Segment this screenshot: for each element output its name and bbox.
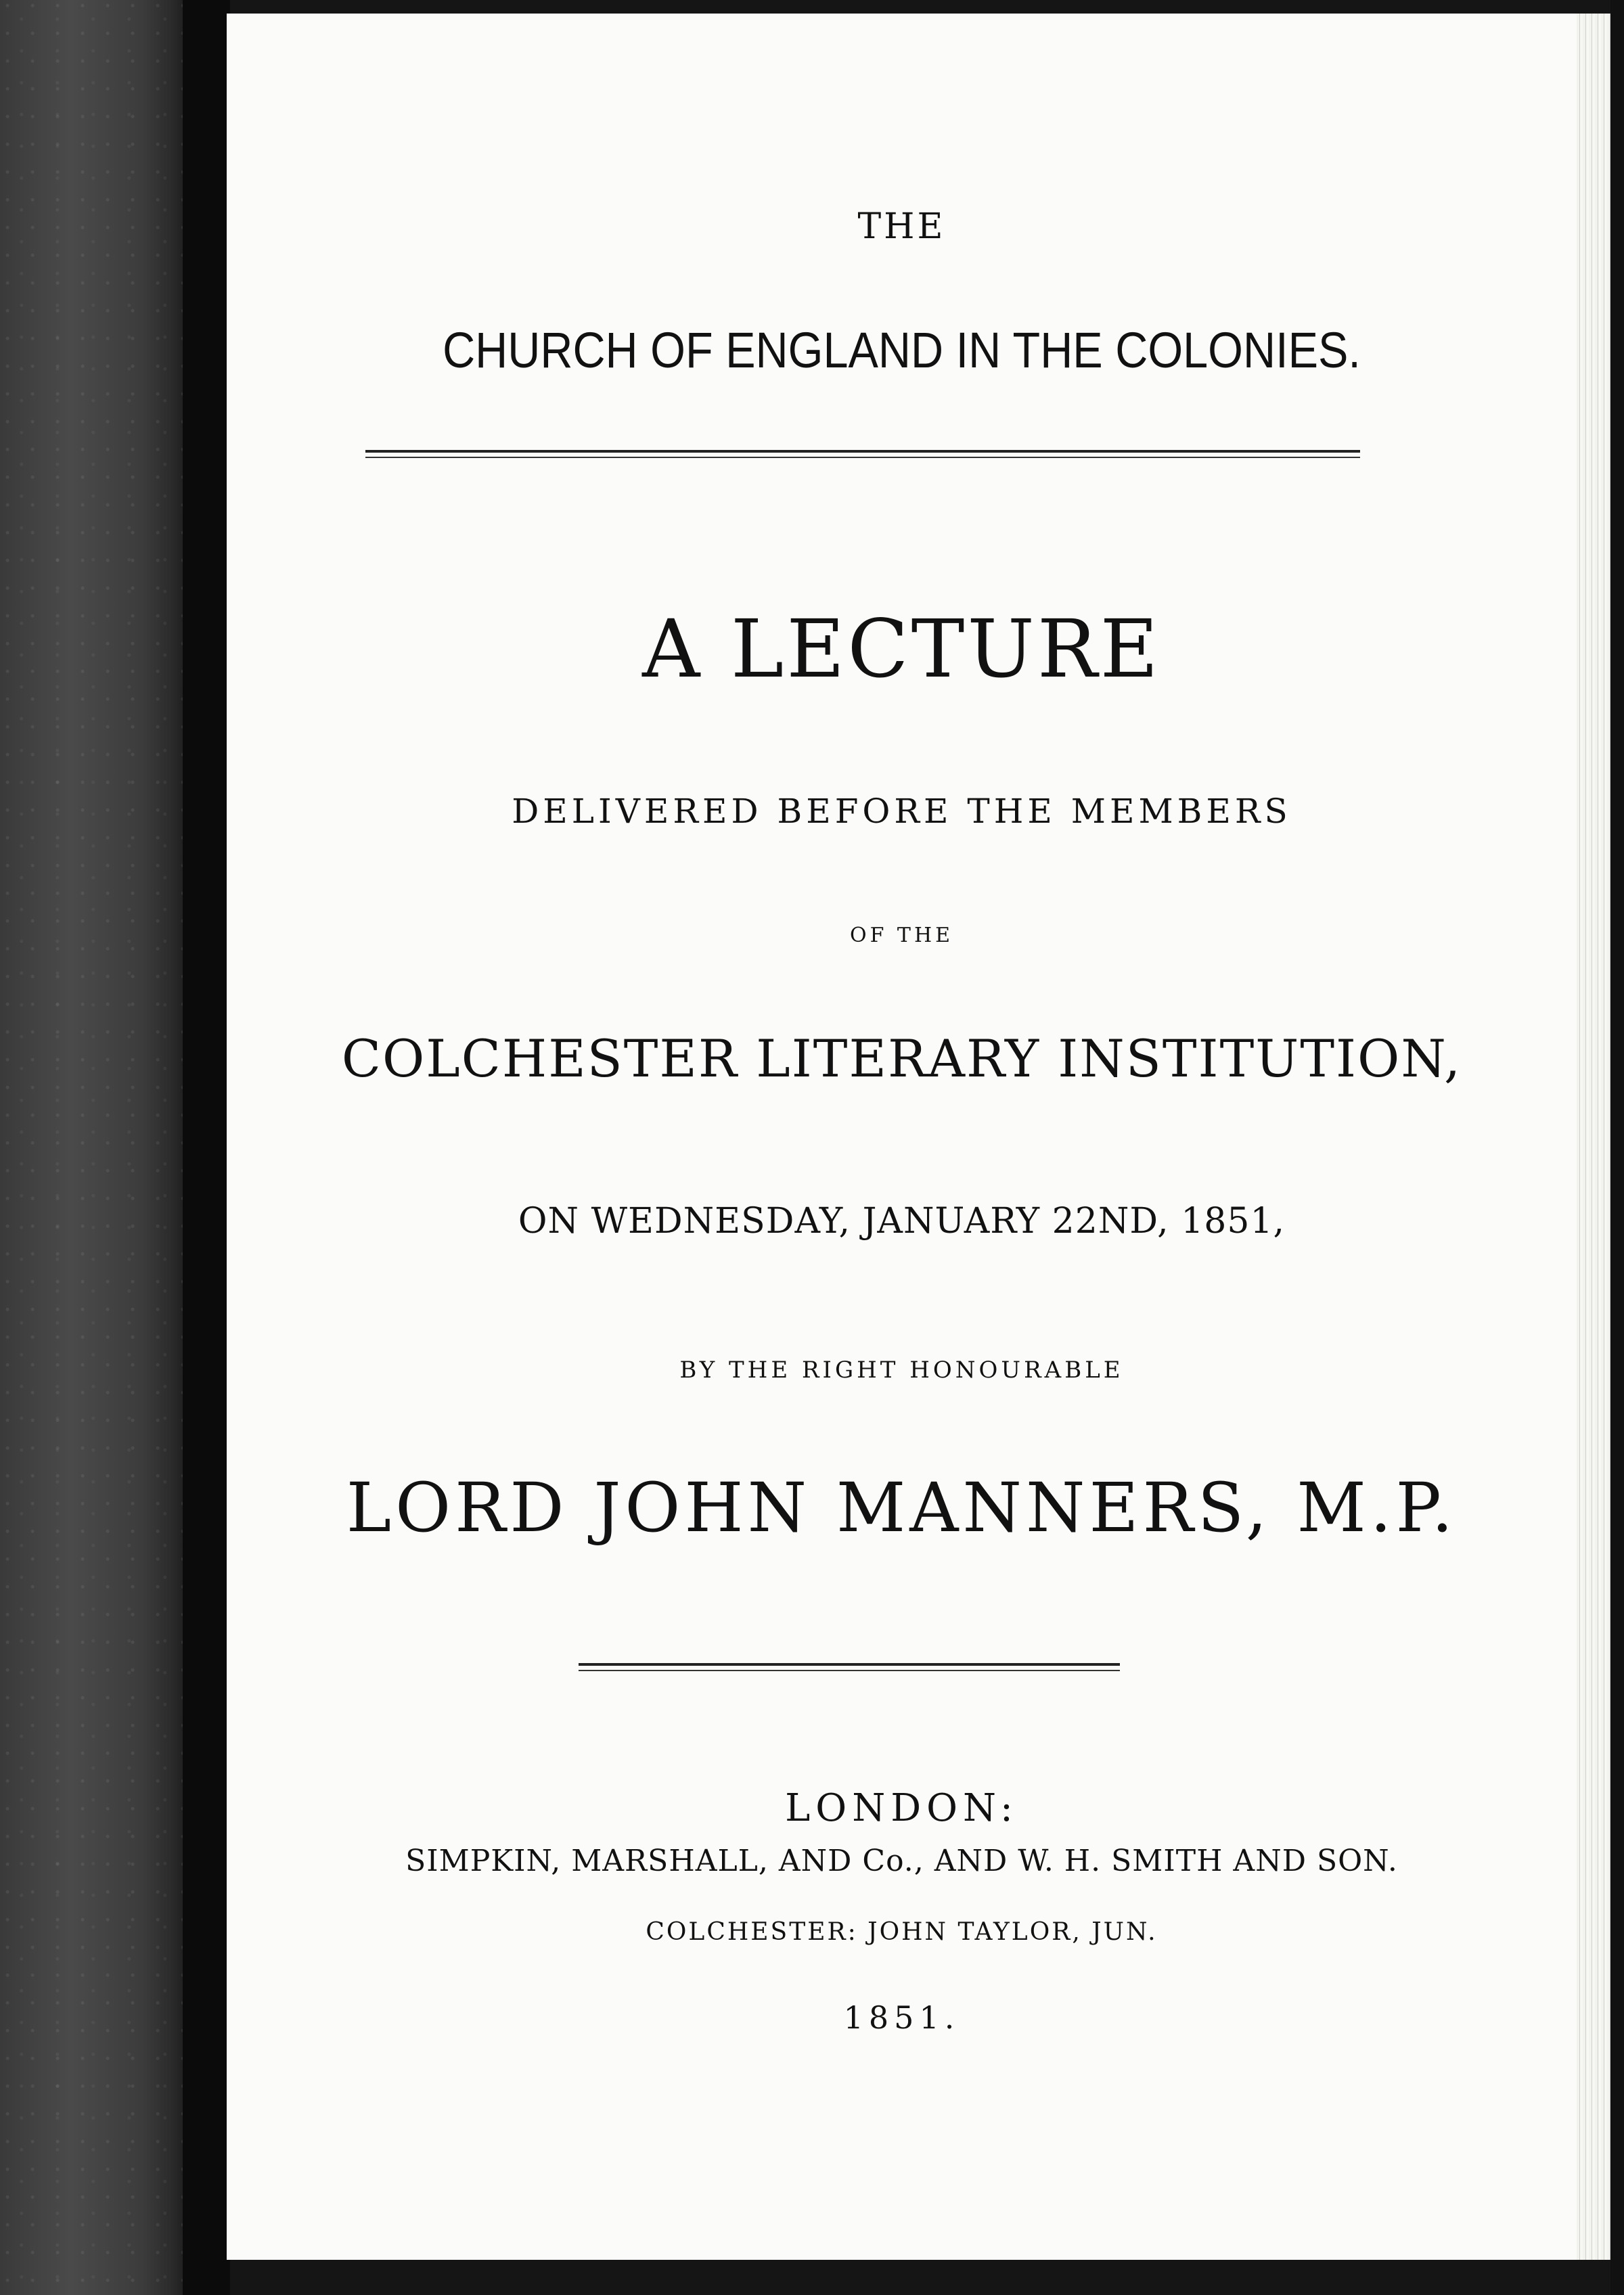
book-spine: [0, 0, 203, 2295]
institution-name: COLCHESTER LITERARY INSTITUTION,: [341, 1028, 1462, 1089]
of-the-line: OF THE: [849, 924, 954, 947]
publishers-line: SIMPKIN, MARSHALL, AND Co., AND W. H. SMITH AND SON.: [405, 1844, 1398, 1878]
page-edges: [1577, 14, 1610, 2260]
title-page: [227, 14, 1577, 2260]
right-shadow: [1610, 0, 1624, 2295]
publication-year: 1851.: [843, 1999, 960, 2036]
delivered-line: DELIVERED BEFORE THE MEMBERS: [512, 792, 1292, 831]
author-name: LORD JOHN MANNERS, M.P.: [346, 1468, 1458, 1547]
title-main: CHURCH OF ENGLAND IN THE COLONIES.: [443, 322, 1361, 378]
title-small: THE: [857, 206, 946, 247]
author-divider: [579, 1663, 1120, 1671]
colchester-line: COLCHESTER: JOHN TAYLOR, JUN.: [646, 1918, 1158, 1946]
by-line: BY THE RIGHT HONOURABLE: [679, 1357, 1124, 1384]
imprint-city: LONDON:: [785, 1786, 1018, 1830]
gutter-shadow: [183, 0, 230, 2295]
date-line: ON WEDNESDAY, JANUARY 22ND, 1851,: [518, 1201, 1286, 1242]
title-divider: [365, 450, 1360, 458]
lecture-heading: A LECTURE: [642, 602, 1161, 696]
